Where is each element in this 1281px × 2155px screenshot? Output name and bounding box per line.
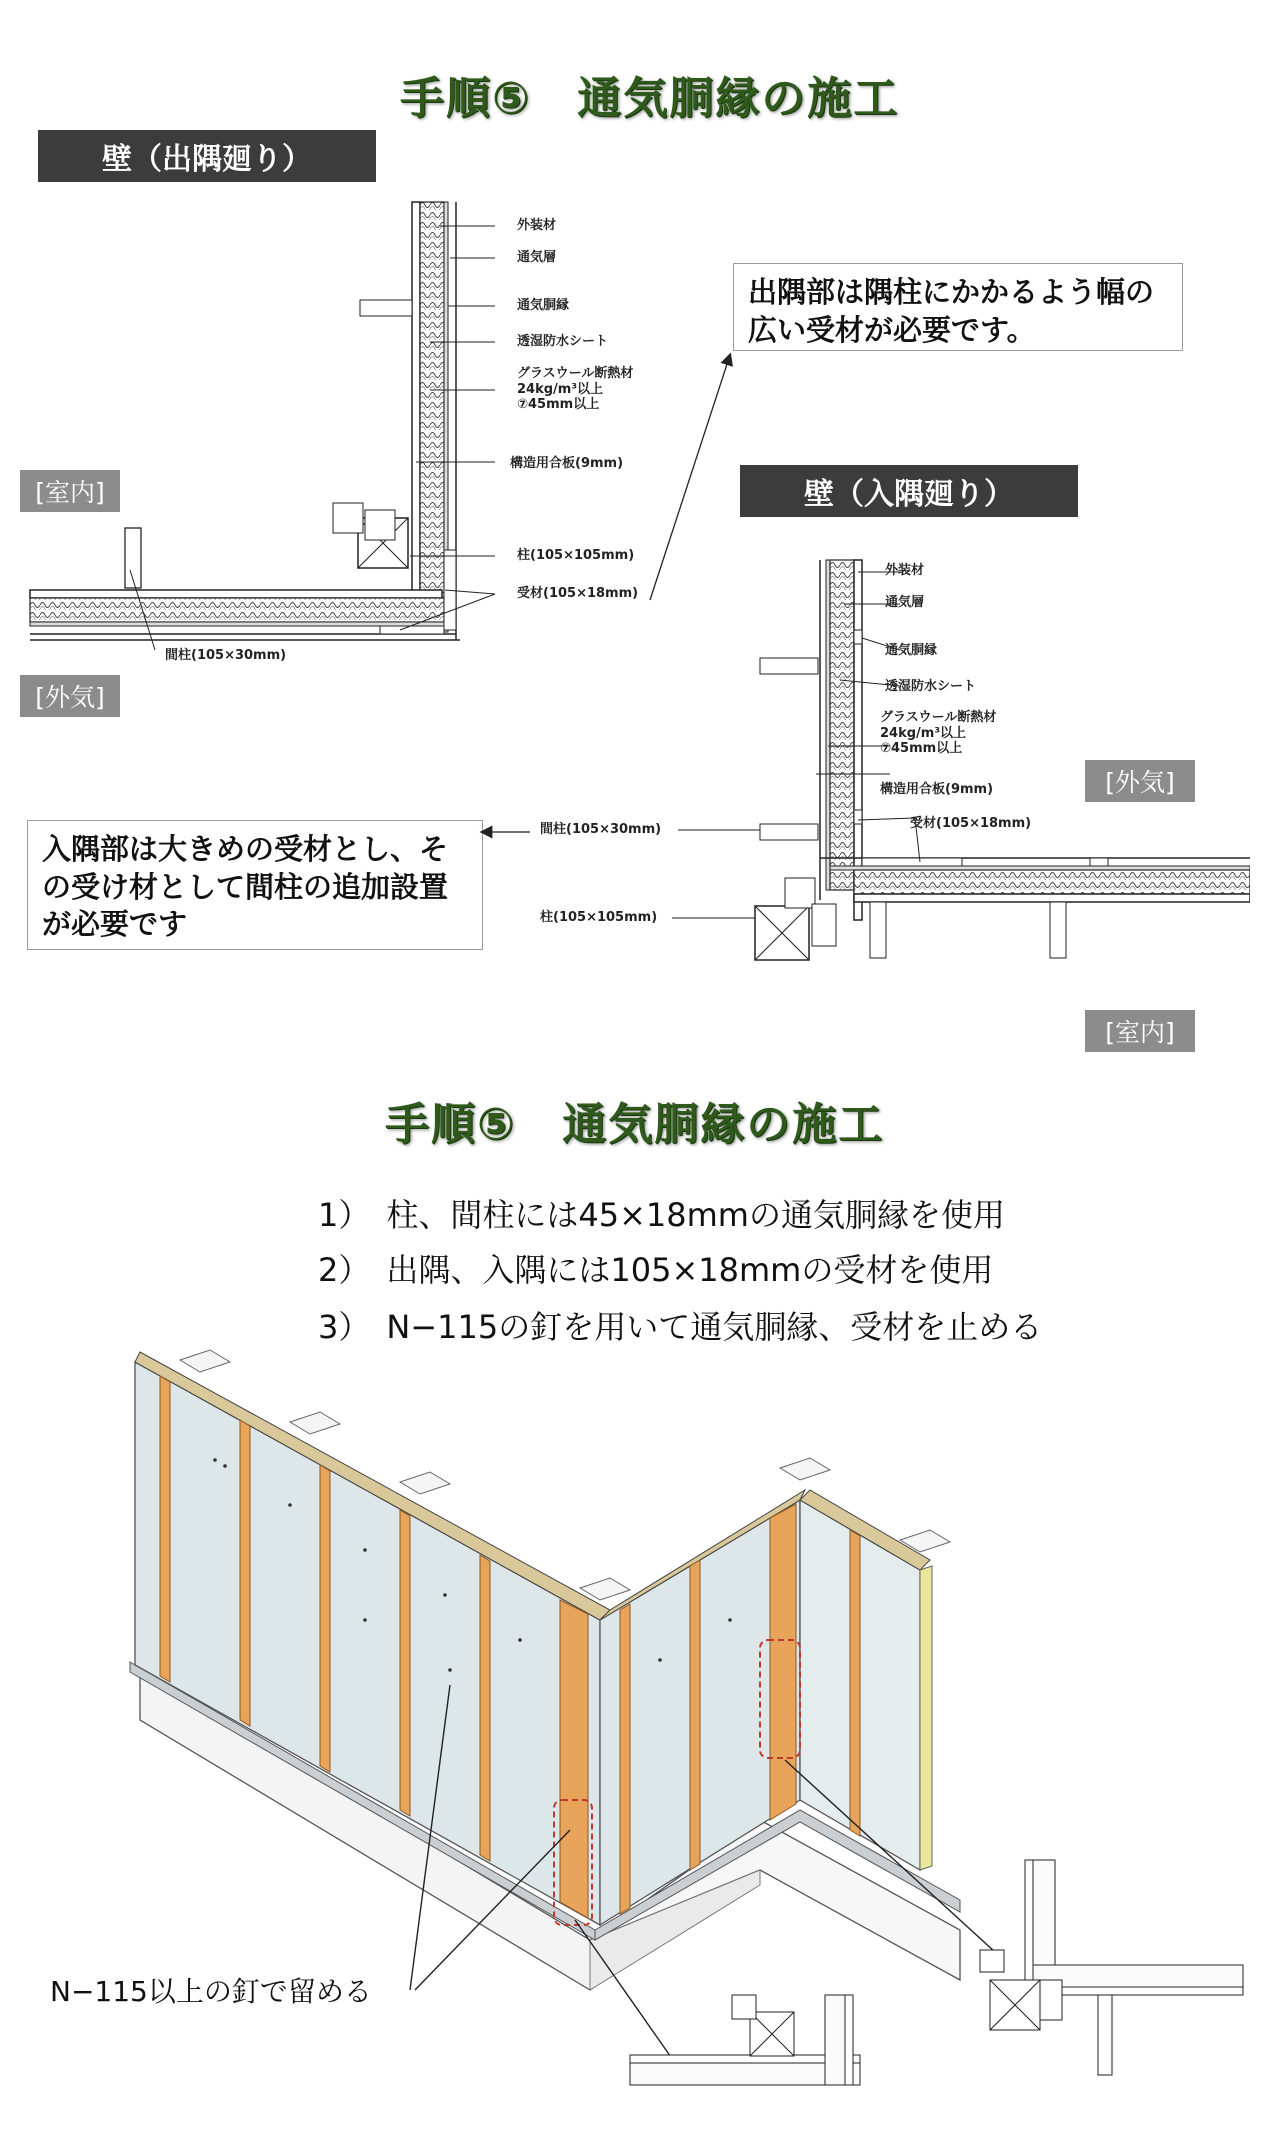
label-insulation-2-line1: グラスウール断熱材 — [880, 710, 997, 725]
label-exterior-2: 外装材 — [885, 563, 925, 578]
label-airlayer-2: 通気層 — [885, 595, 925, 610]
outdoor-tag-2: [外気] — [1085, 760, 1195, 802]
label-receiver-2: 受材(105×18mm) — [910, 816, 1032, 831]
label-membrane-1: 透湿防水シート — [517, 334, 609, 349]
indoor-tag-2: [室内] — [1085, 1010, 1195, 1052]
outside-corner-note: 出隅部は隅柱にかかるよう幅の広い受材が必要です。 — [733, 263, 1183, 351]
label-column-1: 柱(105×105mm) — [517, 548, 635, 563]
inside-corner-note: 入隅部は大きめの受材とし、その受け材として間柱の追加設置が必要です — [27, 820, 483, 950]
label-insulation-1-line2: 24kg/m³以上 — [517, 381, 604, 397]
step-2: 2） 出隅、入隅には105×18mmの受材を使用 — [318, 1251, 994, 1289]
label-exterior-1: 外装材 — [517, 218, 557, 233]
label-furring-2: 通気胴縁 — [885, 643, 938, 658]
label-column-2: 柱(105×105mm) — [540, 910, 658, 925]
label-insulation-2-line3: ⑦45mm以上 — [880, 741, 963, 757]
bottom-title: 手順⑤ 通気胴縁の施工 — [385, 1099, 885, 1150]
label-plywood-2: 構造用合板(9mm) — [880, 782, 994, 797]
label-furring-1: 通気胴縁 — [517, 298, 570, 313]
indoor-tag-1: [室内] — [20, 470, 120, 512]
inside-corner-heading: 壁（入隅廻り） — [740, 465, 1078, 517]
inside-corner-leaders — [0, 0, 1281, 1000]
label-insulation-1-line1: グラスウール断熱材 — [517, 366, 634, 381]
outside-corner-heading: 壁（出隅廻り） — [38, 130, 376, 182]
label-insulation-1-line3: ⑦45mm以上 — [517, 397, 600, 413]
label-membrane-2: 透湿防水シート — [885, 679, 977, 694]
label-insulation-2-line2: 24kg/m³以上 — [880, 725, 967, 741]
step-1: 1） 柱、間柱には45×18mmの通気胴縁を使用 — [318, 1196, 1005, 1234]
label-plywood-1: 構造用合板(9mm) — [510, 456, 624, 471]
outdoor-tag-1: [外気] — [20, 675, 120, 717]
step-3: 3） N−115の釘を用いて通気胴縁、受材を止める — [318, 1308, 1043, 1346]
label-airlayer-1: 通気層 — [517, 250, 557, 265]
top-title: 手順⑤ 通気胴縁の施工 — [400, 73, 900, 124]
nail-label: N−115以上の釘で留める — [50, 1975, 372, 2008]
label-receiver-1: 受材(105×18mm) — [517, 586, 639, 601]
label-stud-2: 間柱(105×30mm) — [540, 822, 662, 837]
label-stud-1: 間柱(105×30mm) — [165, 648, 287, 663]
isometric-wall-drawing — [120, 1340, 1260, 2140]
